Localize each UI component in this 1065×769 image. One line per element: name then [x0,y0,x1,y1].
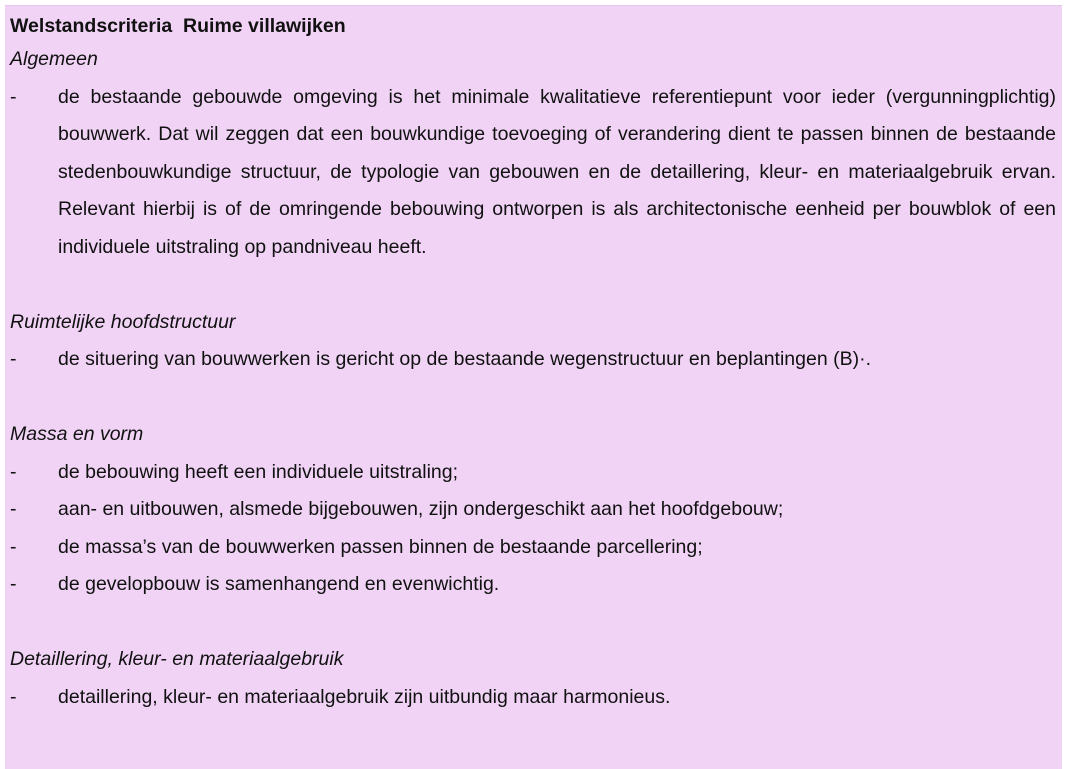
section-heading: Detaillering, kleur- en materiaalgebruik [10,648,344,670]
bullet-dash: - [10,535,17,558]
bullet-list [10,679,1056,717]
section-detaillering [10,641,1056,716]
bullet-list [10,341,1056,379]
criteria-box [5,5,1062,769]
list-item-text: de situering van bouwwerken is gericht op de bestaande wegenstructuur en beplantingen (B)·. [58,348,872,370]
section-massa-en-vorm [10,416,1056,604]
list-item [10,454,1056,492]
list-item-text: aan- en uitbouwen, alsmede bijgebouwen, zijn ondergeschikt aan het hoofdgebouw; [58,498,784,520]
list-item-text: de massa’s van de bouwwerken passen binnen de bestaande parcellering; [58,535,703,558]
section-heading: Algemeen [10,48,98,70]
list-item [10,679,1056,717]
bullet-dash: - [10,573,17,595]
list-item-text: de bestaande gebouwde omgeving is het minimale kwalitatieve referentiepunt voor ieder (vergunningplichtig) bouwwerk. Dat wil zeggen dat een bouwkundige toevoeging of verandering dient te passen binnen de bestaande stedenbouwkundige structuur, de typologie van gebouwen en de detaillering, kleur- en materiaalgebruik ervan. Relevant hierbij is of de omringende bebouwing ontworpen is als architectonische eenheid per bouwblok of een individuele uitstraling op pandniveau heeft. [58,85,1056,258]
list-item [10,566,1056,604]
bullet-dash: - [10,348,17,370]
section-ruimtelijke-hoofdstructuur [10,304,1056,379]
list-item [10,341,1056,379]
bullet-list [10,79,1056,267]
list-item [10,529,1056,567]
bullet-dash: - [10,498,17,520]
list-item [10,79,1056,267]
list-item-text: de bebouwing heeft een individuele uitstraling; [58,460,459,483]
list-item-text: detaillering, kleur- en materiaalgebruik zijn uitbundig maar harmonieus. [58,685,671,708]
section-heading: Massa en vorm [10,423,144,445]
document-title: Welstandscriteria Ruime villawijken [10,15,346,37]
list-item-text: de gevelopbouw is samenhangend en evenwichtig. [58,573,500,595]
bullet-dash: - [10,460,17,483]
section-heading: Ruimtelijke hoofdstructuur [10,310,236,333]
list-item [10,491,1056,529]
bullet-dash: - [10,685,17,708]
bullet-dash: - [10,85,17,108]
bullet-list [10,454,1056,604]
section-algemeen [10,41,1056,266]
